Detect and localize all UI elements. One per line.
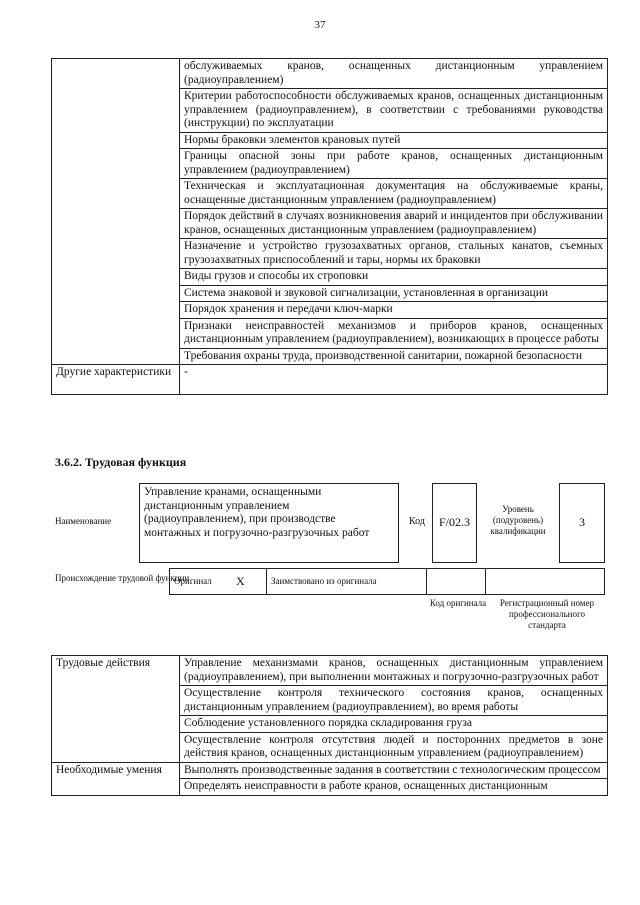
page-number: 37: [314, 19, 326, 31]
knowledge-item: Назначение и устройство грузозахватных органов, стальных канатов, съемных грузозахватных приспособлений и тары, нормы их браковки: [180, 239, 608, 269]
labor-action-item: Управление механизмами кранов, оснащенных дистанционным управлением (радиоуправлением), при выполнении монтажных и погрузочно-разгрузочных работ: [180, 656, 608, 686]
empty-label-cell: [52, 59, 180, 365]
original-cell: [169, 568, 267, 595]
required-skills-label: Необходимые умения: [52, 762, 180, 795]
table-row: [52, 365, 608, 395]
original-label: Оригинал: [174, 576, 212, 586]
function-name-box: Управление кранами, оснащенными дистанционным управлением (радиоуправлением), при производстве монтажных и погрузочно-разгрузочных работ: [139, 483, 399, 563]
labor-action-item: Осуществление контроля технического состояния кранов, оснащенных дистанционным управлением (радиоуправлением), во время работы: [180, 686, 608, 716]
table-row: [52, 762, 608, 779]
labor-actions-label: Трудовые действия: [52, 656, 180, 763]
knowledge-item: обслуживаемых кранов, оснащенных дистанционным управлением (радиоуправлением): [180, 59, 608, 89]
knowledge-item: Техническая и эксплуатационная документация на обслуживаемые краны, оснащенные дистанционным управлением (радиоуправлением): [180, 179, 608, 209]
original-code-cell: [426, 568, 486, 595]
qualification-level-label: Уровень (подуровень) квалификации: [490, 504, 546, 536]
knowledge-item: Виды грузов и способы их строповки: [180, 269, 608, 286]
section-title: 3.6.2. Трудовая функция: [55, 455, 187, 469]
labor-action-item: Соблюдение установленного порядка складирования груза: [180, 716, 608, 733]
other-characteristics-value: -: [180, 365, 608, 395]
name-label: Наименование: [55, 516, 112, 526]
registration-number-cell: [485, 568, 605, 595]
skill-item: Определять неисправности в работе кранов, оснащенных дистанционным: [180, 779, 608, 796]
knowledge-item: Система знаковой и звуковой сигнализации, установленная в организации: [180, 285, 608, 302]
knowledge-item: Нормы браковки элементов крановых путей: [180, 132, 608, 149]
knowledge-item: Границы опасной зоны при работе кранов, оснащенных дистанционным управлением (радиоуправлением): [180, 149, 608, 179]
knowledge-item: Порядок хранения и передачи ключ-марки: [180, 302, 608, 319]
borrowed-cell: Заимствовано из оригинала: [266, 568, 427, 595]
knowledge-item: Порядок действий в случаях возникновения аварий и инцидентов при обслуживании кранов, оснащенных дистанционным управлением (радиоуправлением): [180, 209, 608, 239]
labor-function-table: [51, 655, 608, 796]
original-mark: X: [236, 574, 245, 588]
origin-label: Происхождение трудовой функции: [55, 573, 190, 583]
function-code-box: F/02.3: [432, 483, 477, 563]
code-label: Код: [409, 516, 425, 527]
knowledge-table: [51, 58, 608, 395]
qualification-level-box: 3: [559, 483, 605, 563]
registration-number-caption: Регистрационный номер профессионального стандарта: [499, 598, 595, 630]
original-code-caption: Код оригинала: [429, 598, 487, 608]
labor-action-item: Осуществление контроля отсутствия людей и посторонних предметов в зоне действия кранов, оснащенных дистанционным управлением (радиоуправлением): [180, 732, 608, 762]
origin-row: [170, 568, 605, 595]
knowledge-item: Критерии работоспособности обслуживаемых кранов, оснащенных дистанционным управлением (радиоуправлением), в соответствии с требованиями руководства (инструкции) по эксплуатации: [180, 89, 608, 133]
table-row: [52, 656, 608, 686]
skill-item: Выполнять производственные задания в соответствии с технологическим процессом: [180, 762, 608, 779]
other-characteristics-label: Другие характеристики: [52, 365, 180, 395]
table-row: [52, 59, 608, 89]
knowledge-item: Требования охраны труда, производственной санитарии, пожарной безопасности: [180, 348, 608, 365]
knowledge-item: Признаки неисправностей механизмов и приборов кранов, оснащенных дистанционным управлением (радиоуправлением), возникающих в процессе работы: [180, 318, 608, 348]
